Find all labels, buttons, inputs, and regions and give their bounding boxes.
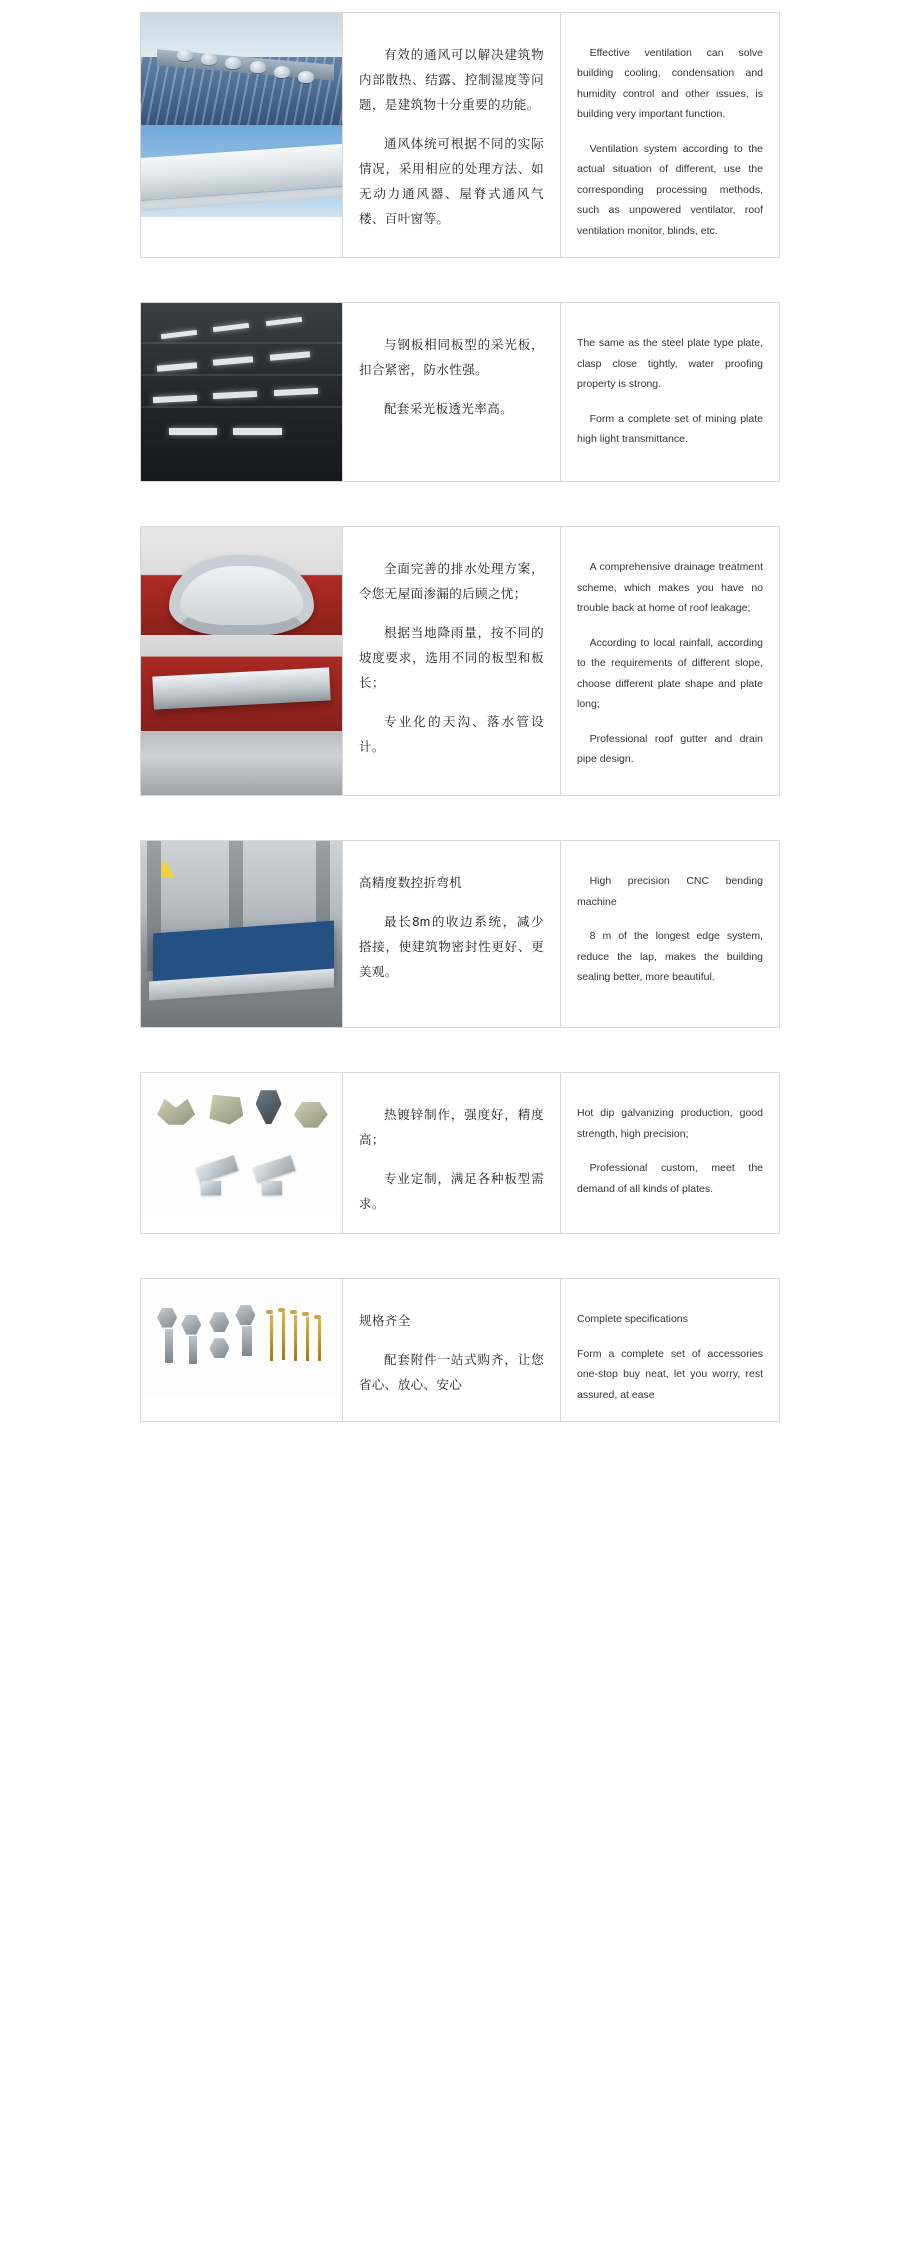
spacer — [0, 0, 920, 12]
chinese-text-cell — [343, 303, 561, 481]
english-text-cell — [561, 1279, 779, 1421]
feature-row-cnc-bending — [140, 840, 780, 1028]
chinese-text-cell — [343, 1279, 561, 1421]
cnc-bending-machine-photo — [141, 841, 342, 1027]
galvanized-clips-photo — [141, 1073, 342, 1215]
ridge-ventilator-photo — [141, 125, 342, 217]
spacer — [0, 482, 920, 526]
feature-row-lighting-panel — [140, 302, 780, 482]
factory-ceiling-skylight-photo — [141, 303, 342, 481]
curved-gutter-photo — [141, 527, 342, 635]
feature-row-ventilation — [140, 12, 780, 258]
paragraph-en: 8 m of the longest edge system, reduce the lap, makes the building sealing better, more beautiful. — [577, 930, 763, 984]
chinese-text-cell — [343, 1073, 561, 1233]
feature-row-drainage — [140, 526, 780, 796]
paragraph-en: According to local rainfall, according to the requirements of different slope, choose different plate shape and plate long; — [577, 636, 763, 711]
paragraph-cn: 与钢板相同板型的采光板，扣合紧密，防水性强。 — [359, 338, 544, 378]
paragraph-en: Professional roof gutter and drain pipe design. — [577, 732, 763, 765]
paragraph-en: Ventilation system according to the actual situation of different, use the corresponding processing methods, such as unpowered ventilator, roof ventilation monitor, blinds, etc. — [577, 142, 763, 237]
paragraph-cn: 配套采光板透光率高。 — [384, 402, 514, 417]
media-cell — [141, 13, 343, 257]
paragraph-cn: 专业定制，满足各种板型需求。 — [359, 1172, 544, 1212]
chinese-text-cell — [343, 13, 561, 257]
workshop-floor-photo — [141, 731, 342, 795]
drain-pipe-photo — [141, 635, 342, 731]
english-text-cell — [561, 841, 779, 1027]
paragraph-en: Form a complete set of mining plate high light transmittance. — [577, 412, 763, 446]
paragraph-en: Form a complete set of accessories one-stop buy neat, let you worry, rest assured, at ease — [577, 1347, 763, 1401]
spacer — [0, 1234, 920, 1278]
feature-row-galvanized-clips — [140, 1072, 780, 1234]
media-cell — [141, 527, 343, 795]
heading-cn: 规格齐全 — [359, 1314, 411, 1329]
english-text-cell — [561, 527, 779, 795]
spacer — [0, 796, 920, 840]
paragraph-en: Effective ventilation can solve building cooling, condensation and humidity control and other issues, is building very important function. — [577, 47, 763, 121]
media-cell — [141, 303, 343, 481]
spacer — [0, 1422, 920, 1466]
spacer — [0, 258, 920, 302]
heading-cn: 高精度数控折弯机 — [359, 876, 463, 891]
paragraph-cn: 全面完善的排水处理方案，令您无屋面渗漏的后顾之忧； — [359, 562, 544, 602]
media-filler — [141, 1397, 342, 1421]
feature-row-accessories — [140, 1278, 780, 1422]
heading-en: Complete specifications — [577, 1313, 688, 1326]
paragraph-cn: 专业化的天沟、落水管设计。 — [359, 715, 544, 755]
english-text-cell — [561, 303, 779, 481]
paragraph-cn: 热镀锌制作，强度好，精度高； — [359, 1108, 544, 1148]
paragraph-cn: 最长8m的收边系统，减少搭接，使建筑物密封性更好、更美观。 — [359, 915, 544, 980]
english-text-cell — [561, 13, 779, 257]
heading-en: High precision CNC bending machine — [577, 875, 763, 908]
media-cell — [141, 1279, 343, 1421]
paragraph-cn: 配套附件一站式购齐，让您省心、放心、安心 — [359, 1353, 544, 1393]
chinese-text-cell — [343, 527, 561, 795]
chinese-text-cell — [343, 841, 561, 1027]
paragraph-en: Professional custom, meet the demand of all kinds of plates. — [577, 1162, 763, 1195]
paragraph-cn: 通风体统可根据不同的实际情况，采用相应的处理方法、如无动力通风器、屋脊式通风气楼、百叶窗等。 — [359, 137, 544, 226]
media-cell — [141, 841, 343, 1027]
roof-turbine-ventilators-photo — [141, 13, 342, 125]
media-cell — [141, 1073, 343, 1233]
media-filler — [141, 217, 342, 257]
paragraph-cn: 根据当地降雨量，按不同的坡度要求，选用不同的板型和板长； — [359, 626, 544, 691]
paragraph-en: The same as the steel plate type plate, clasp close tightly, water proofing property is strong. — [577, 337, 763, 391]
media-filler — [141, 1215, 342, 1233]
fasteners-bolts-screws-photo — [141, 1279, 342, 1397]
paragraph-en: Hot dip galvanizing production, good strength, high precision; — [577, 1107, 763, 1140]
paragraph-cn: 有效的通风可以解决建筑物内部散热、结露、控制湿度等问题，是建筑物十分重要的功能。 — [359, 48, 544, 112]
english-text-cell — [561, 1073, 779, 1233]
paragraph-en: A comprehensive drainage treatment scheme, which makes you have no trouble back at home of roof leakage; — [577, 561, 763, 615]
spacer — [0, 1028, 920, 1072]
